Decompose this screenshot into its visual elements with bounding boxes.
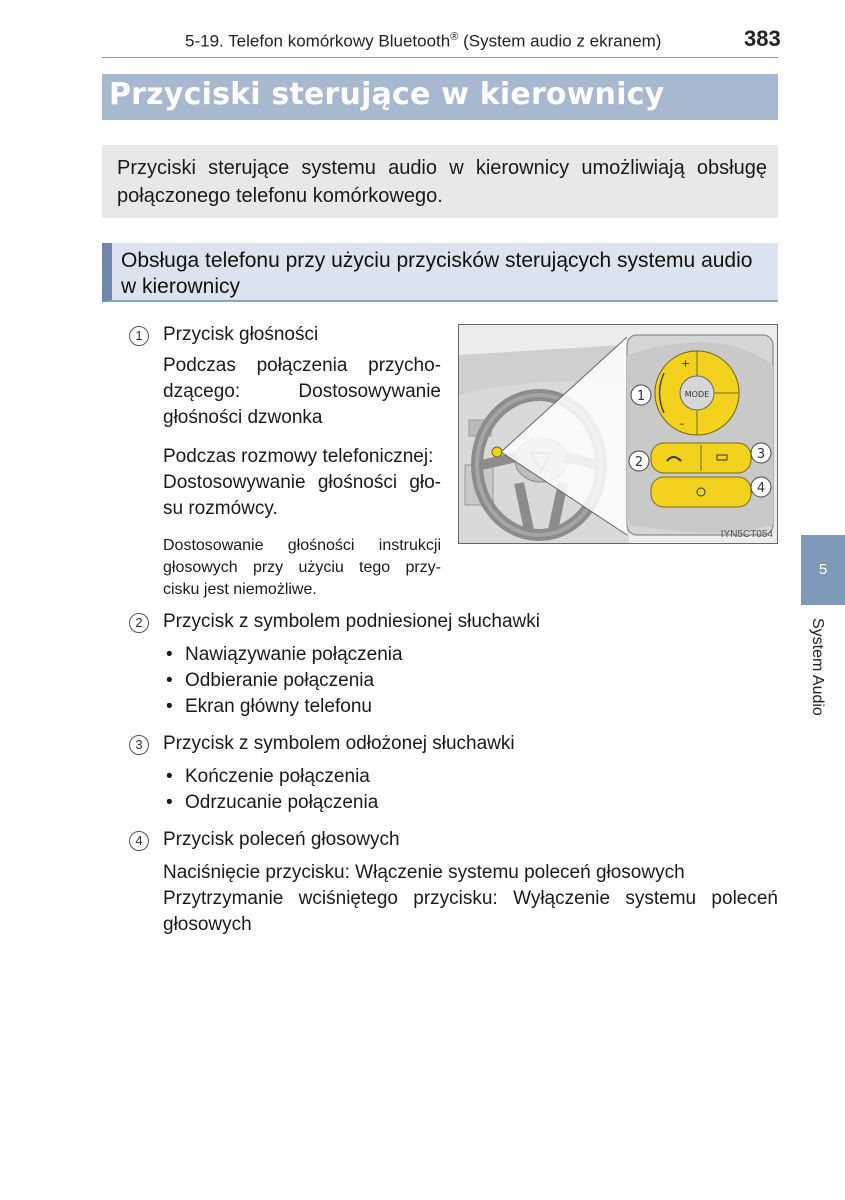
- steering-wheel-figure: [458, 324, 778, 544]
- para2-line-1: Podczas rozmowy telefonicznej:: [163, 446, 434, 467]
- item-1-paragraph-2: [163, 444, 441, 522]
- page-number: 383: [744, 26, 781, 51]
- section-heading-bar: [102, 243, 778, 302]
- bullet-dot: •: [166, 696, 173, 717]
- intro-text: Przyciski sterujące systemu audio w kierownicy umożliwiają obsługę połączonego telefonu komórkowego.: [117, 157, 767, 207]
- item-label-voice: Przycisk poleceń głosowych: [163, 829, 400, 850]
- item-label-hangup: Przycisk z symbolem odłożonej słuchawki: [163, 733, 515, 754]
- callout-3-label: 3: [756, 447, 766, 462]
- callout-1-label: 1: [636, 389, 646, 404]
- item-number-4: 4: [129, 831, 149, 851]
- note-line-2: głosowych przy użyciu tego przy-: [163, 559, 441, 576]
- item-4-line-1: Naciśnięcie przycisku: Włączenie systemu poleceń głosowych: [163, 862, 685, 883]
- list-item: Ekran główny telefonu: [185, 696, 372, 717]
- callout-4-label: 4: [756, 481, 766, 496]
- list-item: Kończenie połączenia: [185, 766, 370, 787]
- bullet-dot: •: [166, 670, 173, 691]
- list-item: Odbieranie połączenia: [185, 670, 375, 691]
- chapter-tab: [801, 535, 845, 605]
- chapter-label: System Audio: [809, 618, 826, 716]
- item-label-volume: Przycisk głośności: [163, 324, 319, 345]
- callout-2-label: 2: [634, 455, 644, 470]
- callout-4: [751, 477, 771, 497]
- bullet-dot: •: [166, 792, 173, 813]
- title-bar: [102, 74, 778, 120]
- para1-line-3: głośności dzwonka: [163, 407, 323, 428]
- item-4-line-3: głosowych: [163, 914, 252, 935]
- para1-line-2: dzącego: Dostosowywanie: [163, 381, 441, 402]
- running-head-title: 5-19. Telefon komórkowy Bluetooth: [185, 31, 451, 51]
- callout-3: [751, 443, 771, 463]
- mode-label: MODE: [684, 390, 710, 399]
- steering-wheel-illustration: [459, 325, 778, 544]
- item-4-text: [163, 860, 778, 938]
- item-1-note: [163, 535, 441, 601]
- running-head: [185, 31, 661, 52]
- note-line-3: cisku jest niemożliwe.: [163, 581, 317, 598]
- item-4-line-2: Przytrzymanie wciśniętego przycisku: Wyłączenie systemu poleceń: [163, 888, 778, 909]
- callout-2: [629, 451, 649, 471]
- callout-1: [631, 385, 651, 405]
- minus-label: –: [679, 417, 685, 430]
- item-label-pickup: Przycisk z symbolem podniesionej słuchawki: [163, 611, 540, 632]
- list-item: Nawiązywanie połączenia: [185, 644, 403, 665]
- header-divider: [102, 57, 778, 58]
- registered-mark: ®: [450, 31, 459, 43]
- figure-code: IYN5CT054: [720, 529, 773, 540]
- list-item: Odrzucanie połączenia: [185, 792, 379, 813]
- para1-line-1: Podczas połączenia przycho-: [163, 355, 441, 376]
- item-1-paragraph-1: [163, 353, 441, 431]
- item-number-2: 2: [129, 613, 149, 633]
- running-head-suffix: (System audio z ekranem): [458, 31, 662, 51]
- note-line-1: Dostosowanie głośności instrukcji: [163, 537, 441, 554]
- para2-line-2: Dostosowywanie głośności gło-: [163, 472, 441, 493]
- item-number-3: 3: [129, 735, 149, 755]
- intro-box: [102, 145, 778, 218]
- para2-line-3: su rozmówcy.: [163, 498, 278, 519]
- bullet-dot: •: [166, 766, 173, 787]
- bullet-dot: •: [166, 644, 173, 665]
- page-title: Przyciski sterujące w kierownicy: [109, 77, 665, 112]
- plus-label: +: [681, 357, 691, 370]
- chapter-number: 5: [818, 561, 828, 578]
- item-number-1: 1: [129, 326, 149, 346]
- section-heading: Obsługa telefonu przy użyciu przycisków sterujących systemu audio w kierownicy: [121, 249, 753, 298]
